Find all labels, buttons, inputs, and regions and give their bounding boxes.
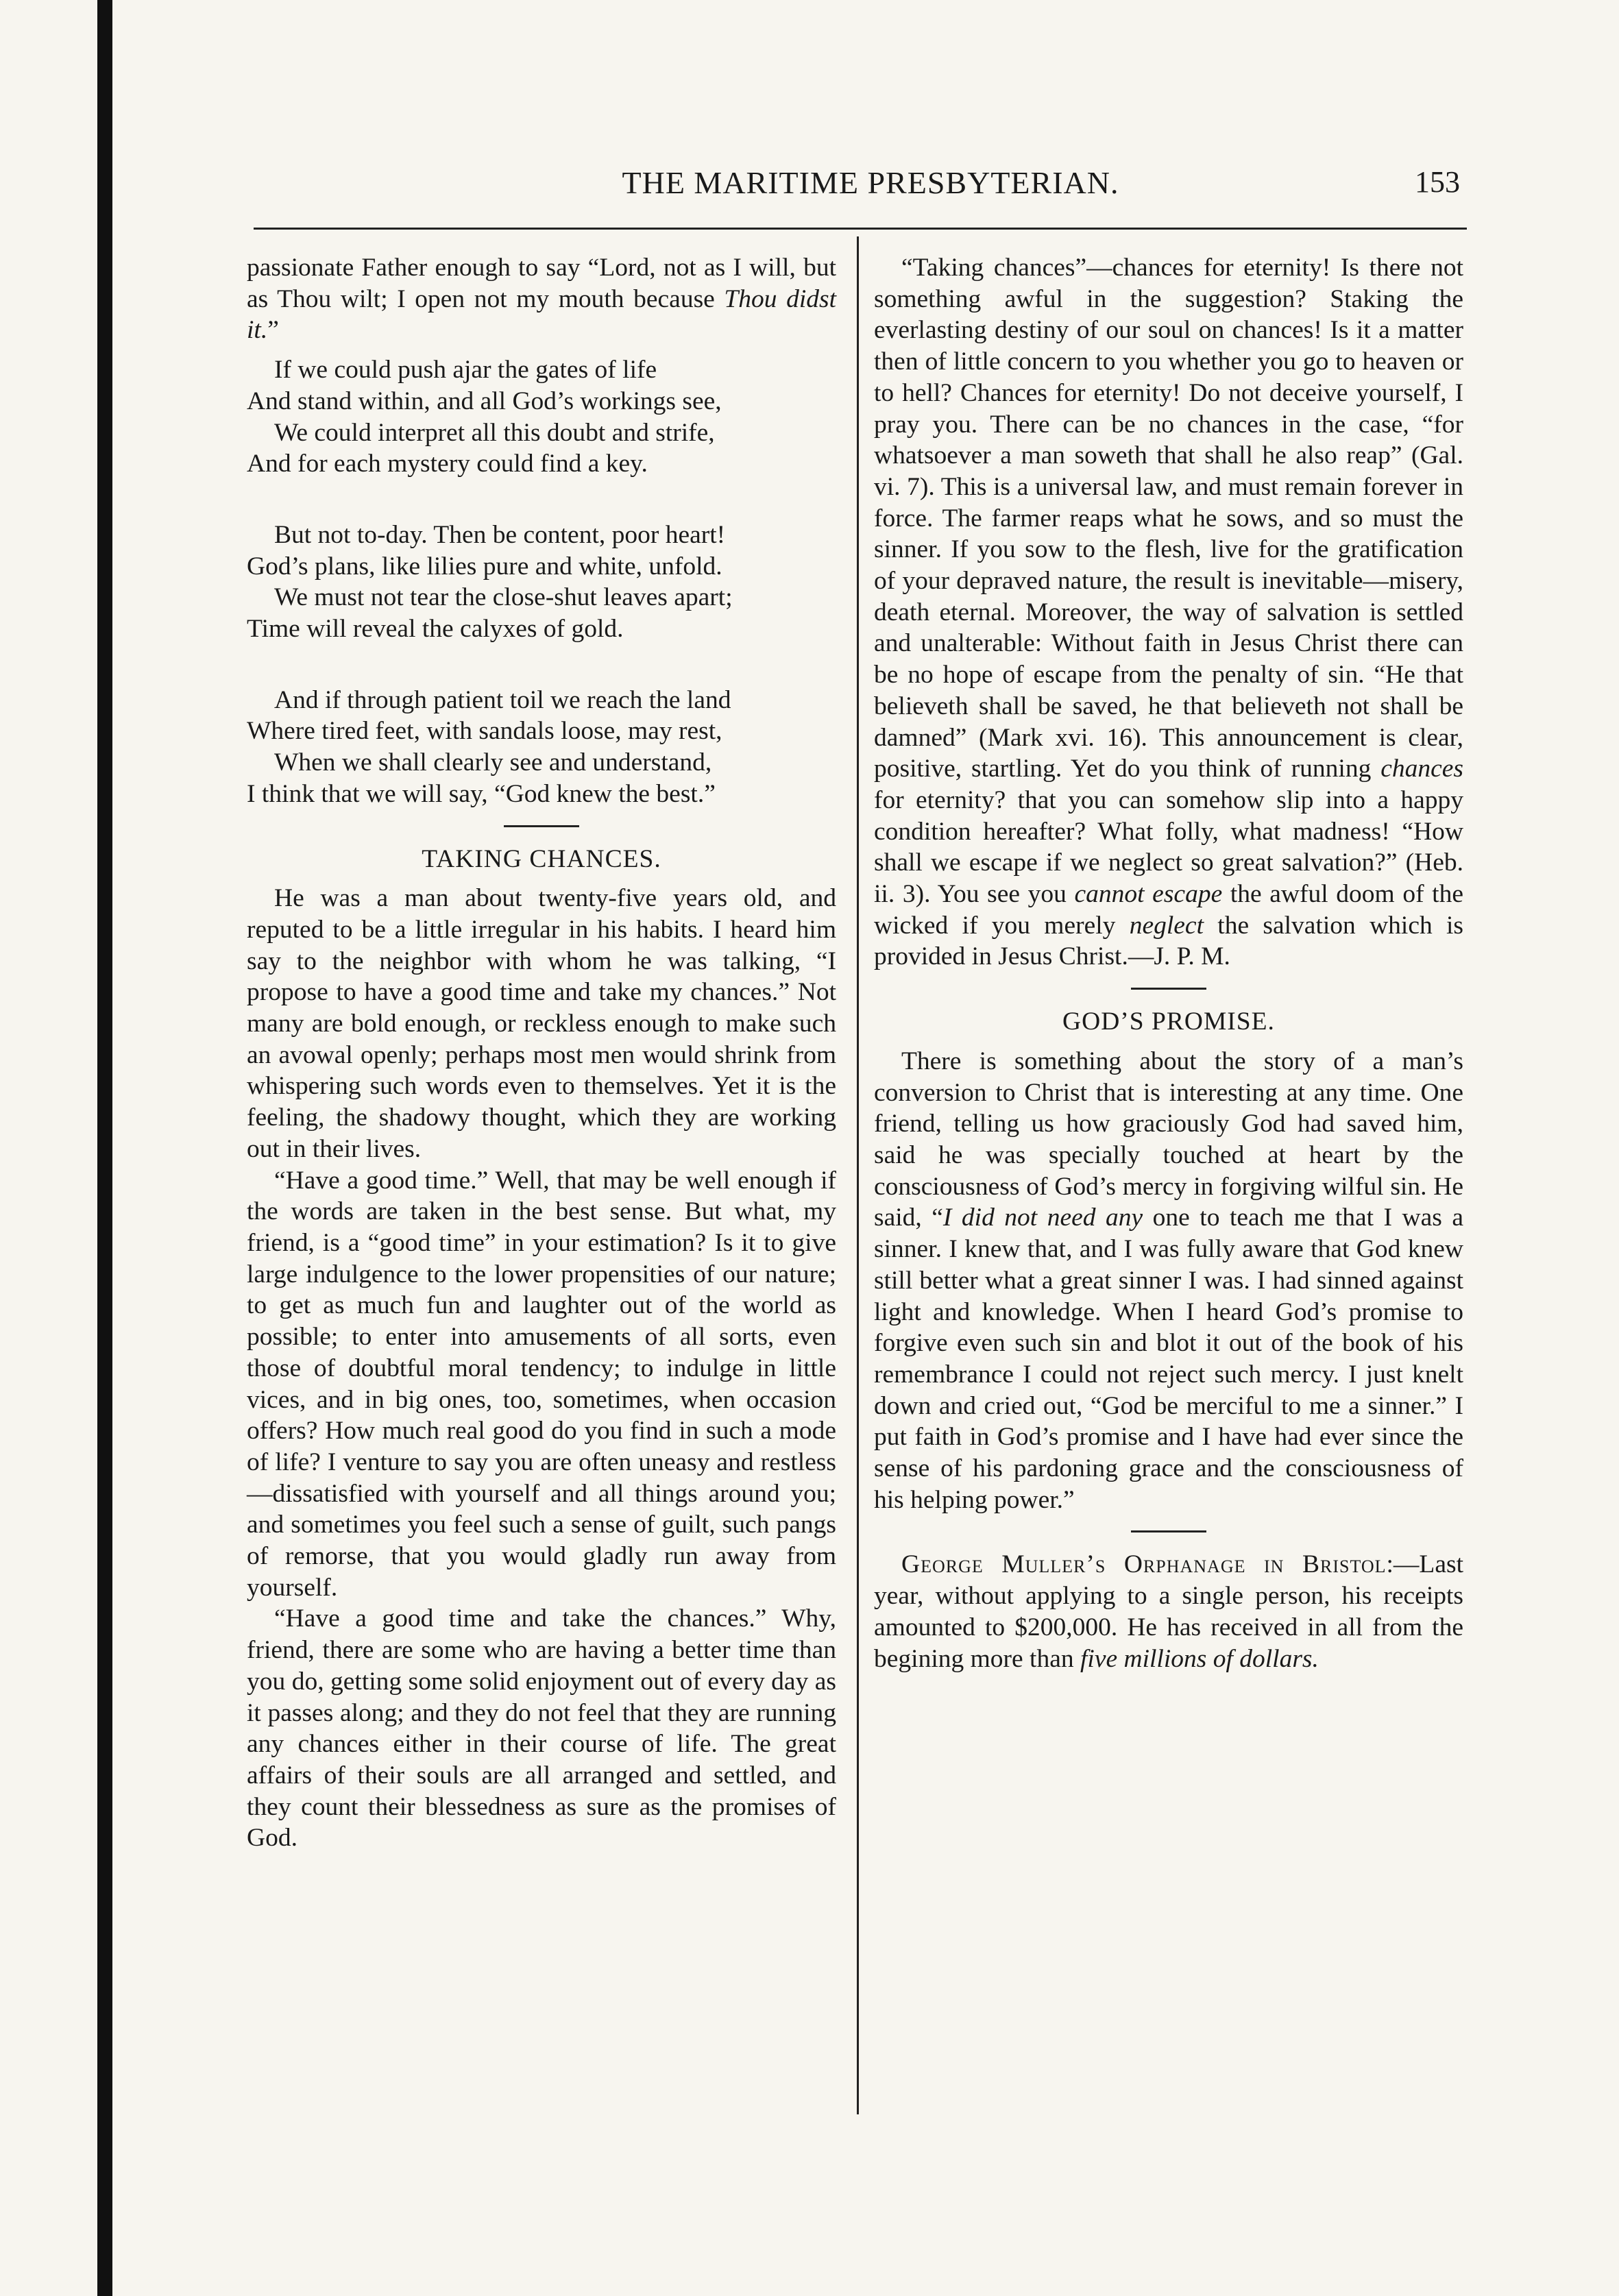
opening-tail: ” [267, 316, 279, 345]
poem-line: Time will reveal the calyxes of gold. [247, 615, 624, 644]
text-run: :—Last year, without applying to a single person, his receipts amounted to $200,000. He has received in all from the begining more than [874, 1550, 1463, 1673]
poem-line: If we could push ajar the gates of life [274, 356, 657, 384]
poem-line: And if through patient toil we reach the land [274, 685, 731, 714]
text-run: “Taking chances”—chances for eternity! Is there not something awful in the suggestion? Staking the everlasting destiny of our soul on chances! Is it a matter then of little concern to you whether you go to heaven or to hell? Chances for eternity! Do not deceive yourself, I pray you. There can be no chances in the case, “for whatsoever a man soweth that shall he also reap” (Gal. vi. 7). This is a universal law, and must remain forever in force. The farmer reaps what he sows, and so must the sinner. If you sow to the flesh, live for the gratification of your depraved nature, the result is inevitable—misery, death eternal. Moreover, the way of salvation is settled and unalterable: Without faith in Jesus Christ there can be no hope of escape from the penalty of sin. “He that believeth shall be saved, he that believeth not shall be damned” (Mark xvi. 16). This announcement is clear, positive, startling. Yet do you think of running [874, 254, 1463, 783]
emphasis: chances [1380, 755, 1463, 783]
notice-lead: George Muller’s Orphanage in Bristol [901, 1550, 1387, 1579]
poem-line: We must not tear the close-shut leaves apart; [274, 583, 733, 612]
section-divider [1131, 1530, 1206, 1532]
opening-lead: passionate Father enough to say “Lord, not as I will, but as Thou wilt; I open not my mouth because [247, 254, 836, 313]
opening-emphasis: Thou didst it. [247, 284, 837, 345]
text-run: the salvation which is provided in Jesus Christ.—J. P. M. [874, 911, 1464, 971]
poem [247, 354, 836, 809]
left-column [247, 252, 836, 1854]
running-title: THE MARITIME PRESBYTERIAN. [622, 165, 1119, 200]
page-number: 153 [1415, 165, 1460, 199]
poem-stanza-2 [247, 520, 836, 645]
poem-line: And stand within, and all God’s workings see, [247, 387, 722, 415]
header-rule [254, 228, 1467, 230]
muller-notice [874, 1549, 1463, 1674]
text-run: for eternity? that you can somehow slip into a happy condition hereafter? What folly, what madness! “How shall we escape if we neglect so great salvation?” (Heb. ii. 3). You see you [874, 785, 1463, 909]
column-rule [857, 236, 859, 2114]
article-paragraph [874, 1046, 1463, 1516]
poem-stanza-3 [247, 685, 836, 810]
article-title-taking-chances: TAKING CHANCES. [422, 844, 661, 873]
article-title-gods-promise: GOD’S PROMISE. [1062, 1007, 1275, 1036]
poem-line: When we shall clearly see and understand, [274, 748, 712, 777]
poem-stanza-1 [247, 354, 836, 480]
right-column [874, 252, 1463, 1674]
section-divider [504, 825, 579, 827]
emphasis: cannot escape [1074, 880, 1223, 909]
text-run: the awful doom of the wicked if you merely [874, 880, 1463, 940]
poem-line: And for each mystery could find a key. [247, 450, 648, 478]
opening-paragraph [247, 252, 836, 346]
poem-line: We could interpret all this doubt and strife, [274, 418, 715, 447]
text-run: There is something about the story of a man’s conversion to Christ that is interesting at any time. One friend, telling us how graciously God had saved him, said he was specially touched at heart by the consciousness of God’s mercy in forgiving wilful sin. He said, “ [874, 1047, 1463, 1232]
poem-line: I think that we will say, “God knew the best.” [247, 779, 716, 808]
poem-line: God’s plans, like lilies pure and white, unfold. [247, 552, 722, 581]
text-run: one to teach me that I was a sinner. I knew that, and I was fully aware that God knew still better what a great sinner I was. I had sinned against light and knowledge. When I heard God’s promise to forgive even such sin and blot it out of the book of his remembrance I could not reject such mercy. I just knelt down and cried out, “God be merciful to me a sinner.” I put faith in God’s promise and I have had ever since the sense of his pardoning grace and the consciousness of his helping power.” [874, 1204, 1463, 1514]
article-paragraph [874, 252, 1463, 973]
binding-edge [97, 0, 112, 2296]
poem-line: But not to-day. Then be content, poor heart! [274, 520, 726, 549]
article-paragraph: “Have a good time and take the chances.” Why, friend, there are some who are having a better time than you do, getting some solid enjoyment out of every day as it passes along; and they do not feel that they are running any chances either in their course of life. The great affairs of their souls are all arranged and settled, and they count their blessedness as sure as the promises of God. [247, 1604, 836, 1853]
emphasis: five millions of dollars. [1080, 1644, 1319, 1673]
section-divider [1131, 988, 1206, 990]
article-paragraph: He was a man about twenty-five years old, and reputed to be a little irregular in his habits. I heard him say to the neighbor with whom he was talking, “I propose to have a good time and take my chances.” Not many are bold enough, or reckless enough to make such an avowal openly; perhaps most men would shrink from whispering such words even to themselves. Yet it is the feeling, the shadowy thought, which they are working out in their lives. [247, 884, 836, 1163]
emphasis: neglect [1129, 911, 1204, 940]
article-paragraph: “Have a good time.” Well, that may be well enough if the words are taken in the best sense. But what, my friend, is a “good time” in your estimation? Is it to give large indulgence to the lower propensities of our nature; to get as much fun and laughter out of the world as possible; to enter into amusements of all sorts, even those of doubtful moral tendency; to indulge in little vices, and in big ones, too, sometimes, when occasion offers? How much real good do you find in such a mode of life? I venture to say you are often uneasy and restless—dissatisfied with yourself and all things around you; and sometimes you feel such a sense of guilt, such pangs of remorse, that you would gladly run away from yourself. [247, 1166, 836, 1602]
running-head [254, 164, 1467, 212]
poem-line: Where tired feet, with sandals loose, may rest, [247, 717, 722, 746]
emphasis: I did not need any [942, 1204, 1143, 1232]
